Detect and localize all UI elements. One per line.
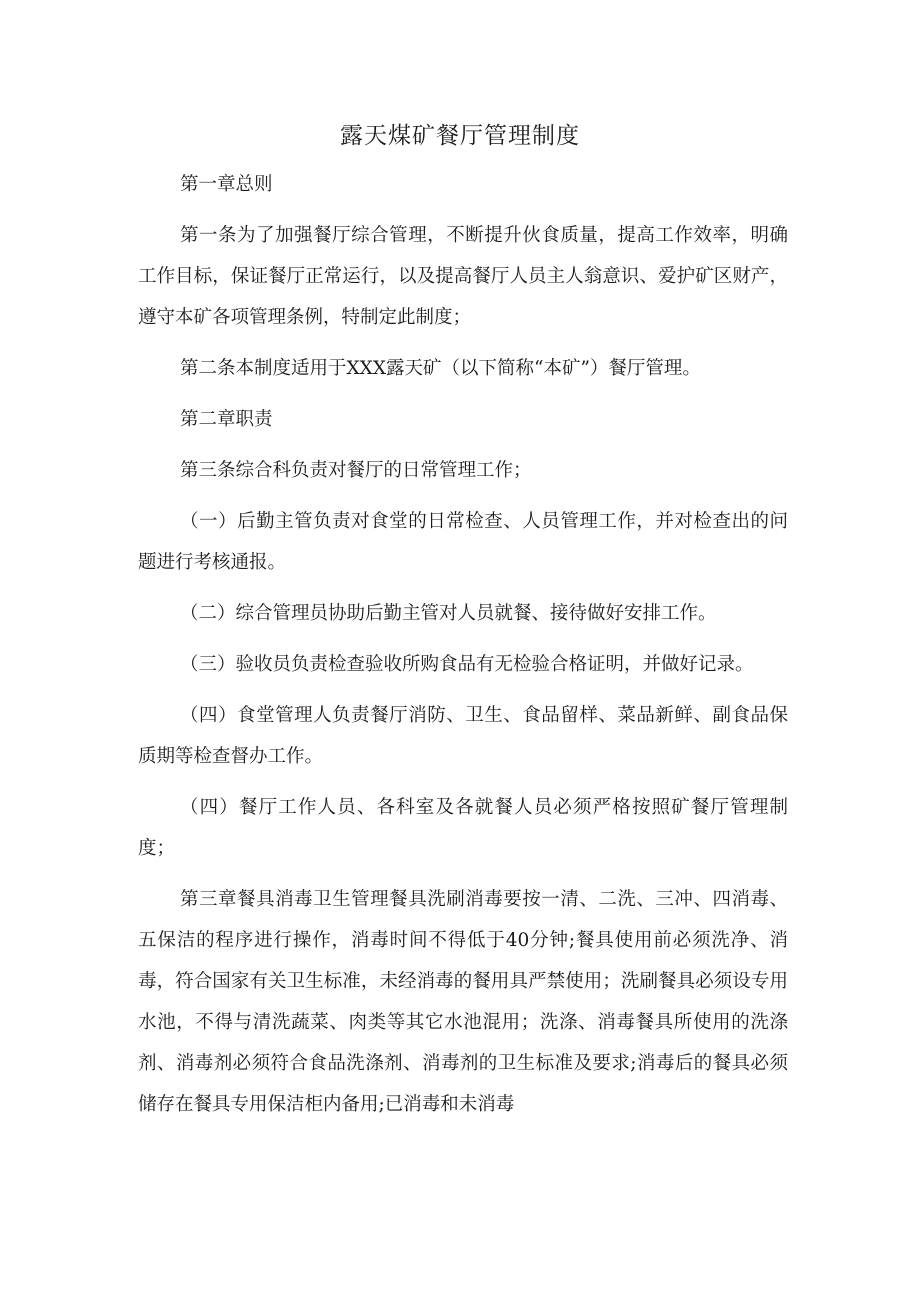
item-4-paragraph: （四）食堂管理人负责餐厅消防、卫生、食品留样、菜品新鲜、副食品保质期等检查督办工作。 (138, 705, 788, 767)
article-3-paragraph: 第三条综合科负责对餐厅的日常管理工作； (180, 460, 532, 481)
chapter-1-heading: 第一章总则 (180, 174, 273, 195)
document-title: 露天煤矿餐厅管理制度 (340, 123, 580, 149)
chapter-2-heading: 第二章职责 (180, 409, 273, 430)
item-4b-paragraph: （四）餐厅工作人员、各科室及各就餐人员必须严格按照矿餐厅管理制度； (138, 797, 788, 859)
chapter-3-paragraph: 第三章餐具消毒卫生管理餐具洗刷消毒要按一清、二洗、三冲、四消毒、五保洁的程序进行操作，消毒时间不得低于40分钟;餐具使用前必须洗净、消毒，符合国家有关卫生标准，未经消毒的餐用具严禁使用；洗刷餐具必须设专用水池，不得与清洗蔬菜、肉类等其它水池混用；洗涤、消毒餐具所使用的洗涤剂、消毒剂必须符合食品洗涤剂、消毒剂的卫生标准及要求;消毒后的餐具必须储存在餐具专用保洁柜内备用;已消毒和未消毒 (138, 889, 788, 1115)
article-2-paragraph: 第二条本制度适用于XXX露天矿（以下简称“本矿”）餐厅管理。 (180, 358, 701, 379)
item-1-paragraph: （一）后勤主管负责对食堂的日常检查、人员管理工作，并对检查出的问题进行考核通报。 (138, 511, 788, 573)
article-1-paragraph: 第一条为了加强餐厅综合管理，不断提升伙食质量，提高工作效率，明确工作目标，保证餐厅正常运行，以及提高餐厅人员主人翁意识、爱护矿区财产，遵守本矿各项管理条例，特制定此制度； (138, 225, 788, 328)
item-2-paragraph: （二）综合管理员协助后勤主管对人员就餐、接待做好安排工作。 (180, 603, 717, 624)
document-body (138, 164, 788, 1125)
item-3-paragraph: （三）验收员负责检查验收所购食品有无检验合格证明，并做好记录。 (180, 654, 754, 675)
